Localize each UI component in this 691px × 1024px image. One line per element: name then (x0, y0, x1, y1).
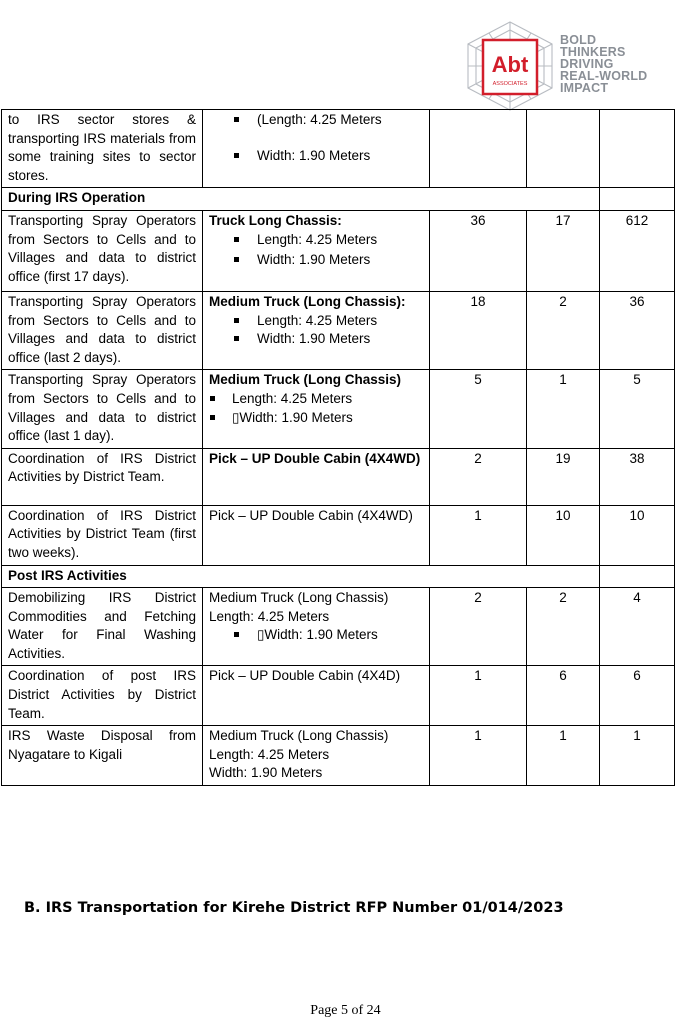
vehicle-spec-item: ▯Width: 1.90 Meters (209, 409, 423, 428)
vehicle-cell (203, 291, 430, 369)
vehicle-cell: Pick – UP Double Cabin (4X4D) (203, 666, 430, 726)
number-cell: 612 (600, 210, 675, 291)
number-cell: 2 (527, 291, 600, 369)
activity-cell: Transporting Spray Operators from Sectors to Cells and to Villages and data to district office (first 17 days). (2, 210, 203, 291)
table-row (2, 666, 675, 726)
vehicle-title: Medium Truck (Long Chassis) (209, 372, 402, 388)
vehicle-title: Medium Truck (Long Chassis): (209, 293, 406, 309)
section-row (2, 565, 675, 588)
tagline-line: THINKERS (560, 45, 626, 59)
vehicle-cell (203, 110, 430, 188)
number-cell: 2 (527, 588, 600, 666)
transport-table (1, 109, 675, 786)
activity-cell: Transporting Spray Operators from Sectors to Cells and to Villages and data to district office (last 1 day). (2, 370, 203, 448)
vehicle-spec-item: ▯Width: 1.90 Meters (209, 626, 423, 645)
number-cell: 6 (600, 666, 675, 726)
activity-cell: Coordination of IRS District Activities by District Team. (2, 448, 203, 505)
vehicle-line: Length: 4.25 Meters (209, 746, 330, 762)
number-cell: 38 (600, 448, 675, 505)
number-cell: 4 (600, 588, 675, 666)
table-row (2, 291, 675, 369)
table-row (2, 448, 675, 505)
tagline-line: REAL-WORLD (560, 69, 648, 83)
number-cell: 18 (430, 291, 527, 369)
number-cell (527, 110, 600, 188)
empty-cell (600, 188, 675, 211)
number-cell: 1 (430, 726, 527, 786)
number-cell: 36 (430, 210, 527, 291)
activity-cell: Transporting Spray Operators from Sectors to Cells and to Villages and data to district office (last 2 days). (2, 291, 203, 369)
tagline-line: DRIVING (560, 57, 614, 71)
table-row (2, 505, 675, 565)
vehicle-spec-item: Length: 4.25 Meters (209, 312, 423, 331)
vehicle-spec-item: Width: 1.90 Meters (209, 251, 423, 270)
number-cell: 10 (600, 505, 675, 565)
table-row (2, 370, 675, 448)
activity-cell: Demobilizing IRS District Commodities and Fetching Water for Final Washing Activities. (2, 588, 203, 666)
vehicle-cell (203, 448, 430, 505)
vehicle-spec-item: (Length: 4.25 Meters (209, 111, 423, 130)
logo-tagline (560, 34, 647, 94)
number-cell (600, 110, 675, 188)
number-cell: 19 (527, 448, 600, 505)
logo-mark-subtext: ASSOCIATES (492, 81, 528, 87)
number-cell (430, 110, 527, 188)
logo-mark-text: Abt (491, 52, 529, 77)
number-cell: 2 (430, 448, 527, 505)
number-cell: 1 (527, 370, 600, 448)
activity-cell: to IRS sector stores & transporting IRS materials from some training sites to sector stores. (2, 110, 203, 188)
empty-cell (600, 565, 675, 588)
number-cell: 2 (430, 588, 527, 666)
number-cell: 36 (600, 291, 675, 369)
vehicle-spec-item: Length: 4.25 Meters (209, 390, 423, 409)
number-cell: 1 (430, 666, 527, 726)
activity-cell: Coordination of IRS District Activities by District Team (first two weeks). (2, 505, 203, 565)
number-cell: 1 (600, 726, 675, 786)
table-row (2, 210, 675, 291)
vehicle-cell (203, 370, 430, 448)
number-cell: 17 (527, 210, 600, 291)
number-cell: 1 (527, 726, 600, 786)
section-row (2, 188, 675, 211)
vehicle-line: Width: 1.90 Meters (209, 765, 323, 781)
tagline-line: BOLD (560, 33, 597, 47)
activity-cell: Coordination of post IRS District Activities by District Team. (2, 666, 203, 726)
vehicle-spec-item: Length: 4.25 Meters (209, 231, 423, 250)
table-row (2, 588, 675, 666)
vehicle-spec-item: Width: 1.90 Meters (209, 330, 423, 349)
section-title: Post IRS Activities (2, 565, 600, 588)
abt-logo (462, 20, 682, 112)
abt-lattice-mark (462, 20, 558, 112)
vehicle-cell (203, 726, 430, 786)
vehicle-cell: Pick – UP Double Cabin (4X4WD) (203, 505, 430, 565)
vehicle-cell (203, 210, 430, 291)
vehicle-line: Length: 4.25 Meters (209, 608, 330, 624)
table-row (2, 110, 675, 188)
table-row (2, 726, 675, 786)
vehicle-line: Medium Truck (Long Chassis) (209, 590, 389, 606)
vehicle-cell (203, 588, 430, 666)
vehicle-title: Truck Long Chassis: (209, 212, 342, 228)
section-heading: B. IRS Transportation for Kirehe District RFP Number 01/014/2023 (24, 900, 564, 916)
vehicle-line: Medium Truck (Long Chassis) (209, 728, 389, 744)
number-cell: 5 (430, 370, 527, 448)
section-title: During IRS Operation (2, 188, 600, 211)
vehicle-title: Pick – UP Double Cabin (4X4WD) (209, 450, 421, 466)
page-number: Page 5 of 24 (310, 1003, 381, 1018)
number-cell: 1 (430, 505, 527, 565)
number-cell: 6 (527, 666, 600, 726)
number-cell: 5 (600, 370, 675, 448)
number-cell: 10 (527, 505, 600, 565)
tagline-line: IMPACT (560, 81, 609, 95)
activity-cell: IRS Waste Disposal from Nyagatare to Kigali (2, 726, 203, 786)
vehicle-spec-item: Width: 1.90 Meters (209, 147, 423, 166)
